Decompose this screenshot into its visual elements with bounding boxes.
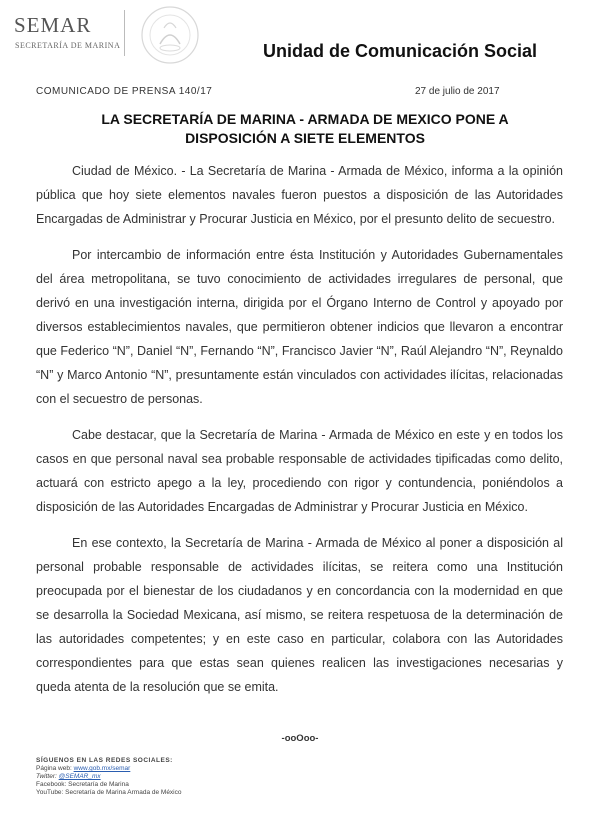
headline: LA SECRETARÍA DE MARINA - ARMADA DE MEXICO PONE A DISPOSICIÓN A SIETE ELEMENTOS — [101, 111, 509, 146]
social-youtube-line: YouTube: Secretaría de Marina Armada de México — [36, 789, 182, 796]
social-twitter-line — [36, 773, 182, 781]
logo-divider — [124, 10, 125, 56]
national-seal-icon — [136, 4, 204, 66]
social-title: SÍGUENOS EN LAS REDES SOCIALES: — [36, 757, 173, 764]
social-facebook-line: Facebook: Secretaría de Marina — [36, 781, 129, 788]
twitter-link[interactable]: @SEMAR_mx — [58, 773, 101, 780]
press-release-date: 27 de julio de 2017 — [415, 86, 500, 97]
paragraph: Por intercambio de información entre ésta Institución y Autoridades Gubernamentales del área metropolitana, se tuvo conocimiento de actividades irregulares de personal, que derivó en una investigación interna, dirigida por el Órgano Interno de Control y apoyado por diversos establecimientos navales, que permitieron obtener indicios que llevaron a encontrar que Federico “N”, Daniel “N”, Fernando “N”, Francisco Javier “N”, Raúl Alejandro “N”, Reynaldo “N” y Marco Antonio “N”, presuntamente están vinculados con actividades ilícitas, relacionadas con el secuestro de personas. — [36, 248, 563, 406]
social-media-block — [36, 757, 182, 797]
semar-logo-text: SEMAR — [14, 13, 92, 37]
paragraph: En ese contexto, la Secretaría de Marina - Armada de México al poner a disposición al personal probable responsable de actividades ilícitas, se reitera como una Institución preocupada por el bienestar de los ciudadanos y en concordancia con la modernidad en que se desarrolla la Sociedad Mexicana, así mismo, se reitera respetuosa de la determinación de las autoridades competentes; y en este caso en particular, colabora con las Autoridades correspondientes para que estas sean quienes realicen las investigaciones necesarias y queda atenta de la resolución que se emita. — [36, 536, 563, 694]
web-label: Página web: — [36, 765, 74, 772]
web-link[interactable]: www.gob.mx/semar — [73, 765, 131, 772]
twitter-label: Twitter: — [36, 773, 59, 780]
document-header — [0, 0, 600, 80]
closing-mark: -ooOoo- — [281, 733, 319, 744]
semar-logo-subtitle: SECRETARÍA DE MARINA — [15, 41, 121, 50]
social-web-line — [36, 765, 182, 773]
body-text — [36, 159, 563, 711]
press-release-number: COMUNICADO DE PRENSA 140/17 — [36, 86, 213, 97]
paragraph: Cabe destacar, que la Secretaría de Marina - Armada de México en este y en todos los casos en que personal naval sea probable responsable de actividades tipificadas como delito, actuará con estricto apego a la ley, procediendo con rigor y contundencia, poniéndolos a disposición de las Autoridades Encargadas de Administrar y Procurar Justicia en México. — [36, 428, 563, 514]
paragraph: Ciudad de México. - La Secretaría de Marina - Armada de México, informa a la opinión pública que hoy siete elementos navales fueron puestos a disposición de las Autoridades Encargadas de Administrar y Procurar Justicia en México, por el presunto delito de secuestro. — [36, 164, 563, 226]
unit-title: Unidad de Comunicación Social — [263, 41, 538, 61]
